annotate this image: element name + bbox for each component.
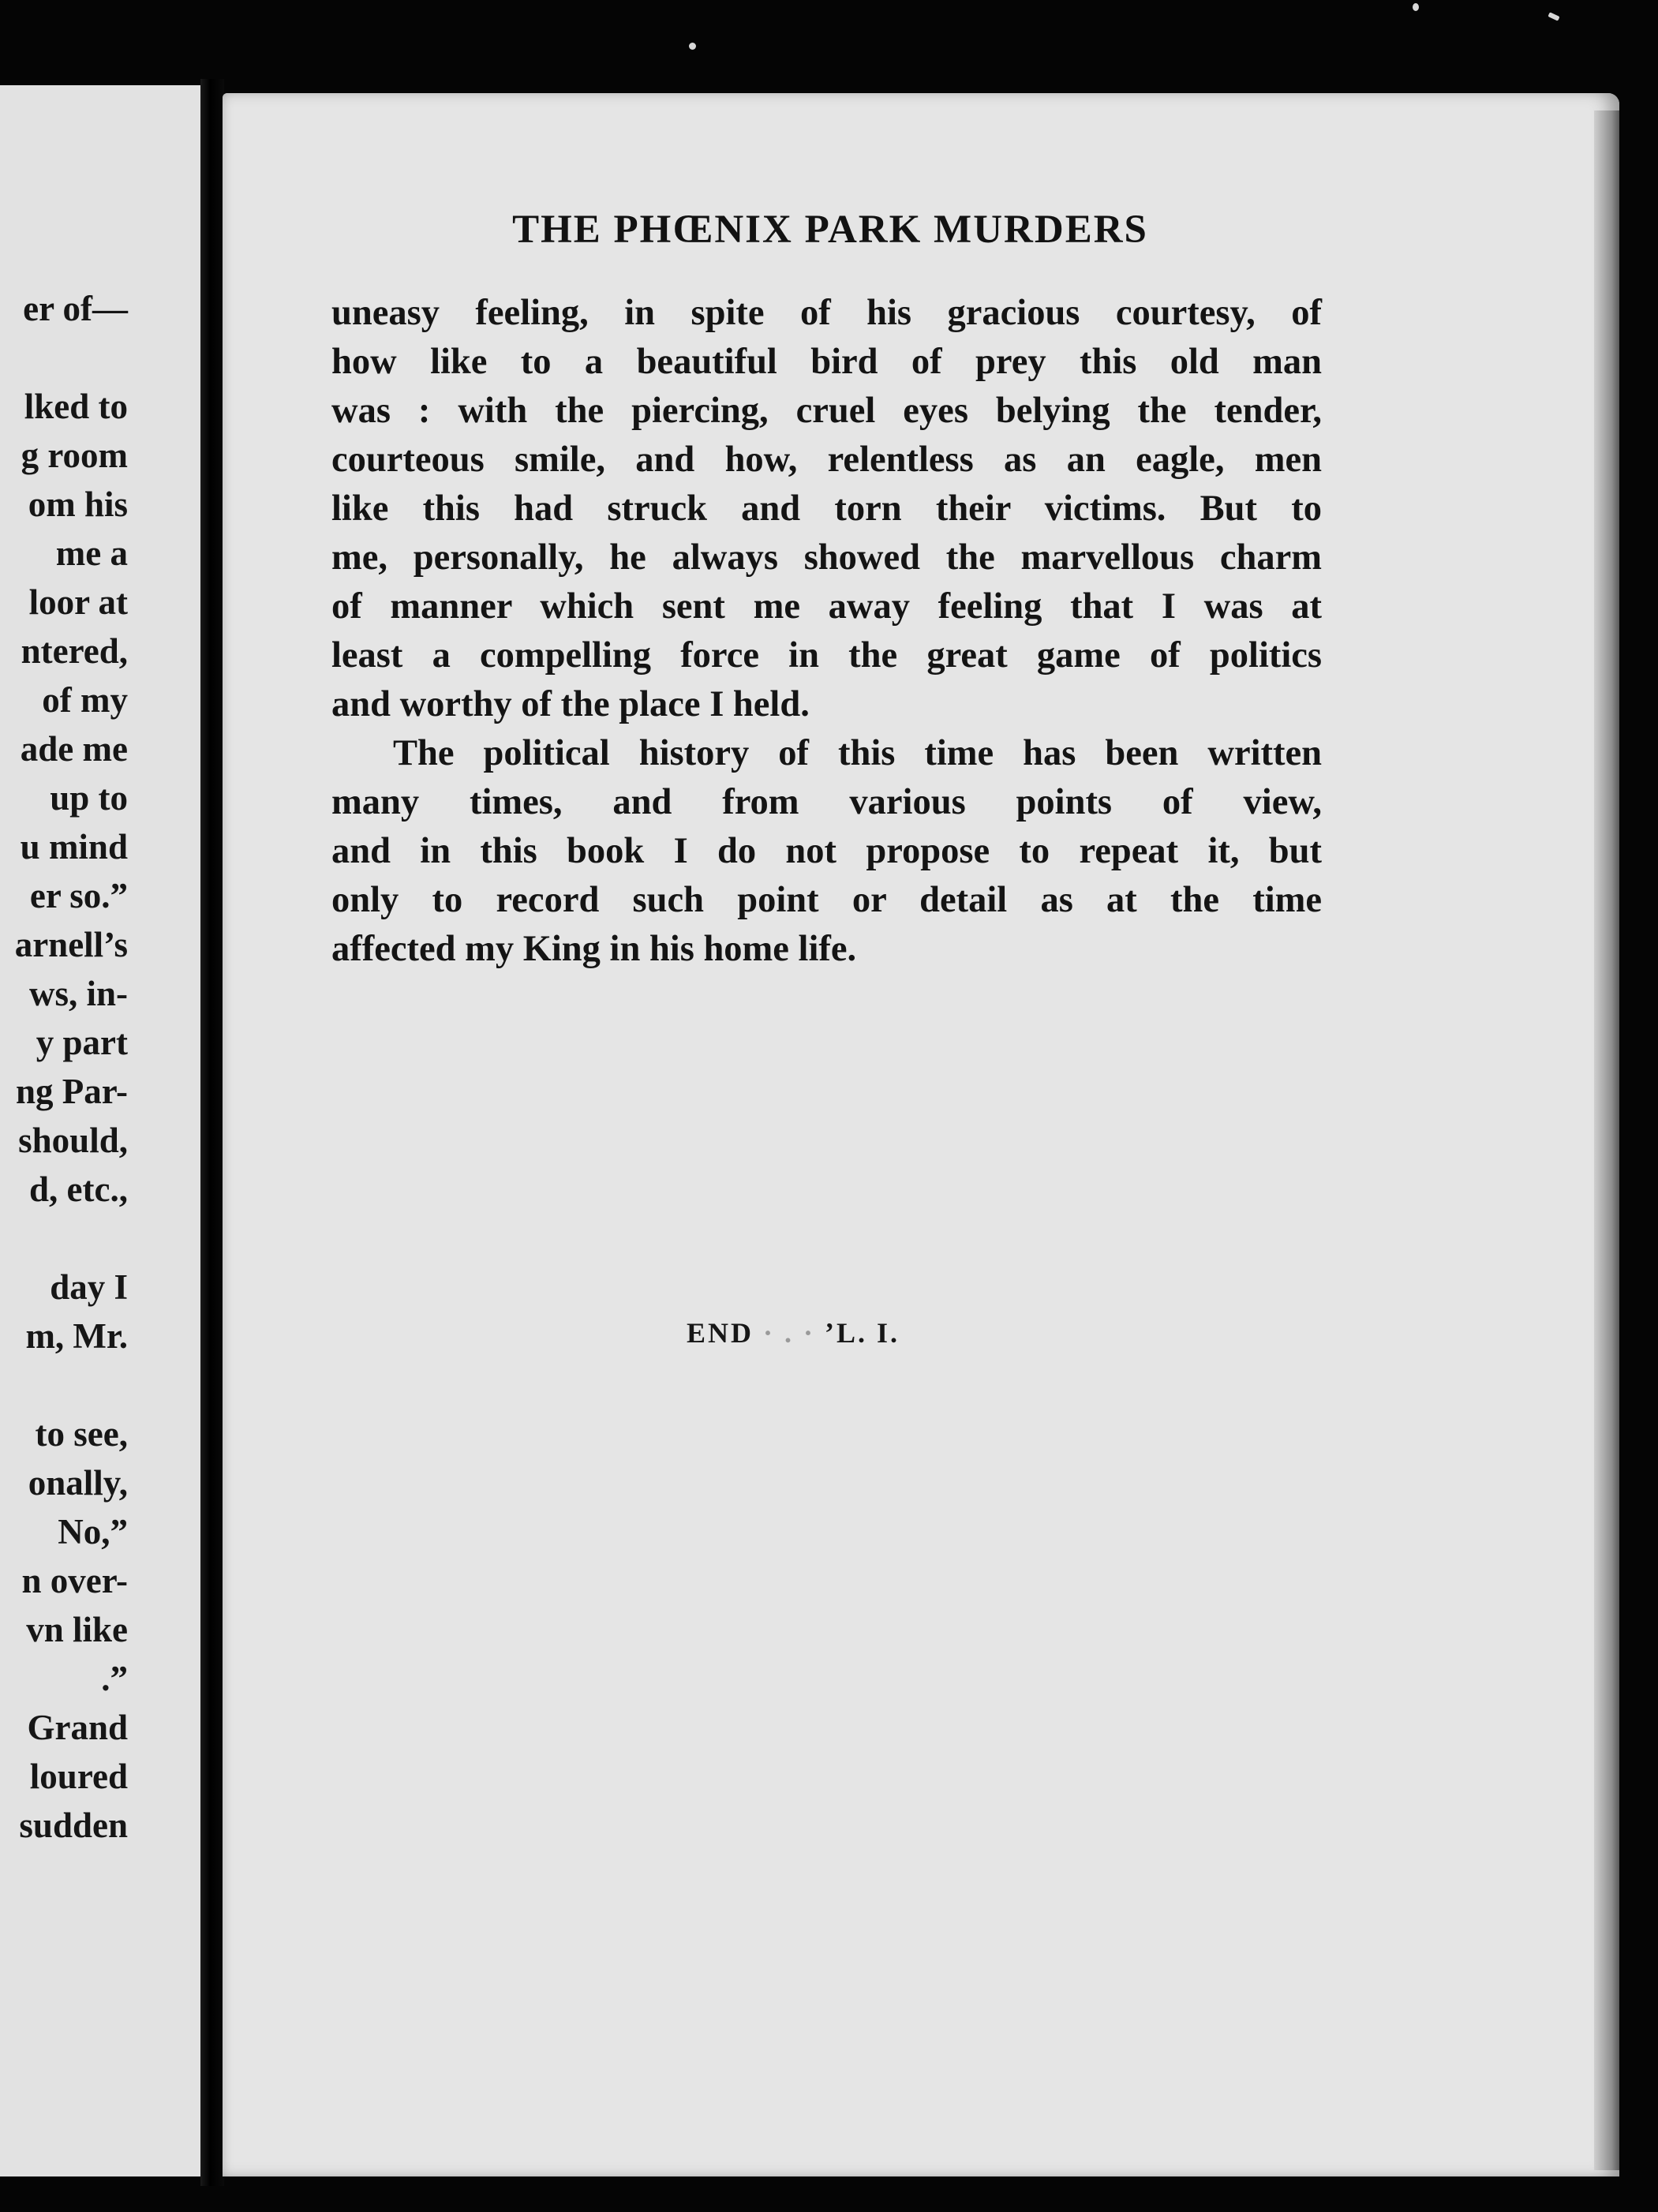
body-line: was : with the piercing, cruel eyes belying the tender, (331, 391, 1322, 431)
previous-page (0, 85, 200, 2176)
body-line: affected my King in his home life. (331, 929, 857, 969)
previous-page-line: ng Par- (15, 1072, 128, 1111)
body-line: The political history of this time has been written (393, 733, 1322, 773)
end-mark-faded: · . · (763, 1317, 816, 1349)
previous-page-line: d, etc., (29, 1170, 128, 1209)
previous-page-line: loor at (28, 582, 128, 622)
previous-page-line: er of— (23, 289, 128, 328)
body-line: only to record such point or detail as at the time (331, 880, 1322, 920)
previous-page-line: m, Mr. (25, 1316, 128, 1356)
body-line: uneasy feeling, in spite of his gracious courtesy, of (331, 293, 1322, 333)
previous-page-line: sudden (19, 1806, 128, 1845)
page-body (331, 289, 1322, 974)
previous-page-line: lked to (24, 387, 128, 426)
body-line: and in this book I do not propose to repeat it, but (331, 831, 1322, 871)
book-gutter (200, 79, 224, 2186)
body-line: me, personally, he always showed the marvellous charm (331, 537, 1322, 578)
previous-page-line: ade me (20, 729, 128, 769)
previous-page-line: ntered, (21, 631, 128, 671)
previous-page-line: of my (42, 680, 128, 720)
previous-page-line: er so.” (29, 876, 128, 915)
previous-page-text (0, 284, 128, 1850)
previous-page-line: me a (55, 533, 128, 573)
dust-speck (689, 43, 696, 50)
previous-page-line: to see, (35, 1414, 128, 1454)
dust-speck (1413, 3, 1419, 11)
previous-page-line: onally, (28, 1463, 128, 1503)
previous-page-line: .” (101, 1659, 128, 1698)
previous-page-line: y part (36, 1023, 128, 1062)
previous-page-line: Grand (27, 1708, 128, 1747)
page-edge-shadow (1594, 110, 1619, 2170)
previous-page-line: ws, in- (28, 974, 128, 1013)
previous-page-line: loured (29, 1757, 128, 1796)
previous-page-line (0, 333, 128, 382)
previous-page-line (0, 1214, 128, 1263)
end-mark-end: ʼL. I. (825, 1317, 900, 1349)
running-head: THE PHŒNIX PARK MURDERS (512, 208, 1148, 252)
body-line: many times, and from various points of view, (331, 782, 1322, 822)
previous-page-line: day I (50, 1267, 128, 1307)
body-line: like this had struck and torn their victims. But to (331, 488, 1322, 529)
previous-page-line: g room (21, 436, 128, 475)
previous-page-line: vn like (26, 1610, 128, 1649)
previous-page-line: should, (18, 1121, 128, 1160)
previous-page-line: No,” (58, 1512, 128, 1551)
body-line: least a compelling force in the great game of politics (331, 635, 1322, 676)
previous-page-line: om his (28, 485, 128, 524)
previous-page-line: n over- (21, 1561, 128, 1600)
previous-page-line: arnell’s (14, 925, 128, 964)
previous-page-line: u mind (20, 827, 128, 866)
body-line: of manner which sent me away feeling that I was at (331, 586, 1322, 627)
end-of-volume-mark (687, 1316, 900, 1349)
body-line: and worthy of the place I held. (331, 684, 810, 724)
end-mark-start: END (687, 1317, 754, 1349)
body-line: courteous smile, and how, relentless as an eagle, men (331, 440, 1322, 480)
previous-page-line (0, 1361, 128, 1409)
body-line: how like to a beautiful bird of prey this old man (331, 342, 1322, 382)
previous-page-line: up to (50, 778, 128, 818)
